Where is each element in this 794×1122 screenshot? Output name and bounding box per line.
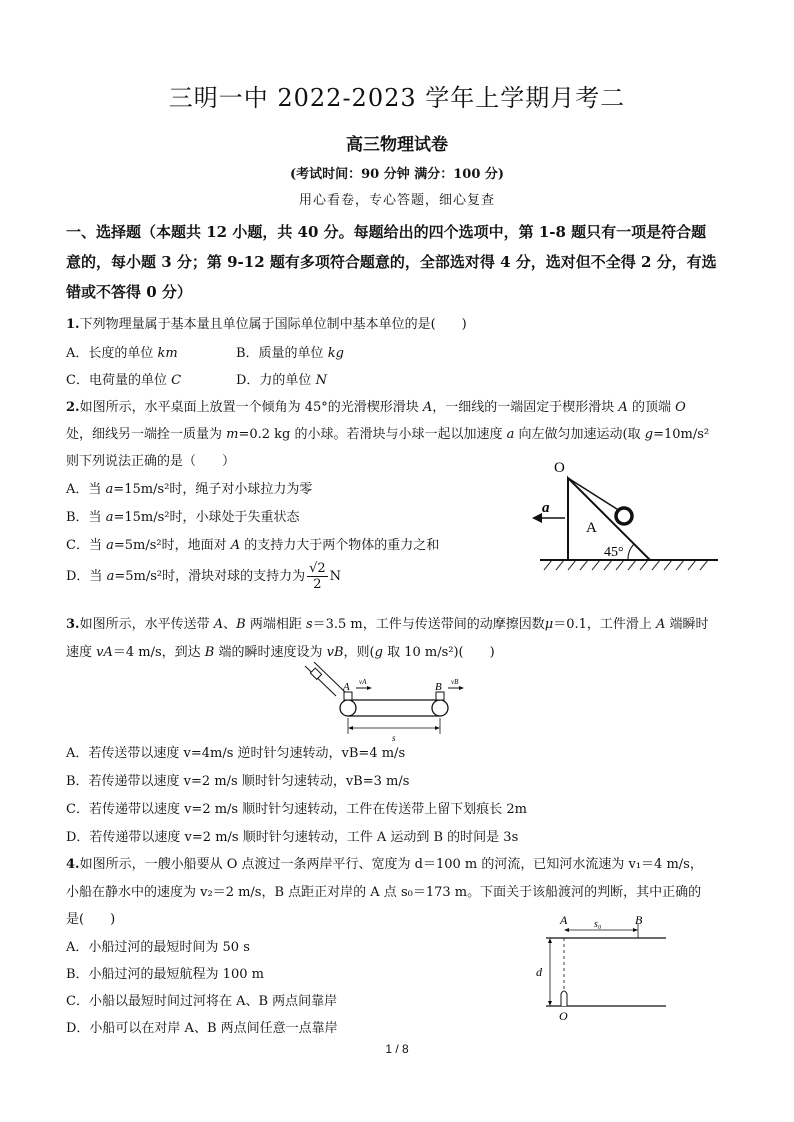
q2-var: A — [422, 400, 433, 415]
q3-option-d[interactable]: D．若传递带以速度 v=2 m/s 顺时针匀速转动，工件 A 运动到 B 的时间是 3s — [66, 830, 519, 845]
q2-stem-line2 — [66, 423, 709, 442]
q2-option-d-unit: N — [329, 569, 342, 584]
q2-var: a — [106, 569, 115, 584]
q3-text: 端瞬时 — [665, 617, 709, 632]
q1-number: 1. — [66, 317, 80, 332]
arrow-head-icon — [564, 928, 569, 932]
boat-icon — [561, 991, 567, 1006]
q3-conveyor-figure — [300, 662, 480, 742]
q2-text: =0.2 kg 的小球。若滑块与小球一起以加速度 — [238, 427, 507, 442]
label-vB: vB — [451, 678, 459, 686]
q4-river-figure — [528, 912, 673, 1024]
exam-subtitle: 高三物理试卷 — [346, 135, 448, 155]
arrow-head-icon — [532, 513, 542, 523]
section-heading-line3: 错或不答得 0 分） — [66, 283, 192, 301]
q3-text: ＝4 m/s，到达 — [112, 645, 205, 660]
q4-option-a[interactable]: A．小船过河的最短时间为 50 s — [66, 940, 250, 955]
q2-var: A — [230, 538, 241, 553]
q3-var: g — [374, 645, 383, 660]
q2-number: 2. — [66, 400, 80, 415]
arrow-head-icon — [548, 1001, 552, 1006]
arrow-head-icon — [367, 686, 372, 690]
q1-option-d[interactable] — [236, 369, 327, 388]
q3-stem-line1: 3.如图所示，水平传送带 A、B 两端相距 s＝3.5 m，工件与传送带间的动摩擦因数μ＝0.1，工件滑上 A 端瞬时 — [66, 617, 709, 632]
q3-text: 如图所示，水平传送带 — [79, 617, 214, 632]
label-A: A — [586, 520, 597, 536]
q3-option-b[interactable]: B．若传递带以速度 v=2 m/s 顺时针匀速转动，vB=3 m/s — [66, 774, 410, 789]
q4-option-c[interactable]: C．小船以最短时间过河将在 A、B 两点间靠岸 — [66, 994, 338, 1009]
pulley-right — [432, 700, 448, 716]
q2-option-text: =15m/s²时，小球处于失重状态 — [113, 510, 300, 525]
label-a: a — [542, 500, 550, 516]
q1-option-d-unit: N — [315, 373, 327, 388]
label-angle: 45° — [604, 545, 624, 560]
q3-var: vA — [96, 645, 113, 660]
q2-option-text: 的支持力大于两个物体的重力之和 — [240, 538, 440, 553]
exam-info: (考试时间：90 分钟 满分：100 分) — [289, 167, 505, 182]
q1-option-a-unit: km — [157, 346, 178, 361]
section-heading-line2: 意的，每小题 3 分；第 9-12 题有多项符合题意的，全部选对得 4 分，选对但不全得 2 分，有选 — [66, 253, 717, 271]
string-line — [568, 478, 620, 511]
q2-option-text: A．当 — [66, 482, 106, 497]
q2-option-c[interactable] — [66, 534, 439, 553]
q2-text: 如图所示，水平桌面上放置一个倾角为 45°的光滑楔形滑块 — [79, 400, 423, 415]
q3-option-c[interactable]: C．若传递带以速度 v=2 m/s 顺时针匀速转动，工件在传送带上留下划痕长 2m — [66, 802, 527, 817]
q3-text: ，则( — [343, 645, 375, 660]
exam-title: 三明一中 2022-2023 学年上学期月考二 — [168, 84, 626, 112]
label-A: A — [560, 913, 568, 927]
label-d: d — [536, 965, 542, 979]
q1-option-c-text: C．电荷量的单位 — [66, 373, 172, 388]
q2-wedge-figure — [530, 458, 730, 574]
angle-arc — [628, 544, 634, 560]
label-B: B — [435, 681, 442, 693]
q3-text: 两端相距 — [245, 617, 306, 632]
exam-motto: 用心看卷，专心答题，细心复查 — [298, 193, 495, 208]
pulley-left — [340, 700, 356, 716]
q1-option-d-text: D．力的单位 — [236, 373, 316, 388]
label-O: O — [559, 1009, 568, 1023]
q4-stem-line1 — [66, 853, 703, 872]
q1-option-c[interactable] — [66, 369, 181, 388]
q2-text: 的顶端 — [627, 400, 676, 415]
q2-var: a — [106, 538, 114, 553]
section-heading — [66, 217, 734, 307]
label-s: s — [392, 733, 396, 742]
q2-var: a — [105, 482, 114, 497]
q3-text: 、 — [223, 617, 237, 632]
q3-option-a[interactable]: A．若传送带以速度 v=4m/s 逆时针匀速转动，vB=4 m/s — [66, 746, 406, 761]
q2-text: 处，细线另一端拴一质量为 — [66, 427, 227, 442]
q3-text: 端的瞬时速度设为 — [214, 645, 327, 660]
q1-stem-text: 下列物理量属于基本量且单位属于国际单位制中基本单位的是( ) — [79, 317, 467, 332]
block-at-B — [436, 692, 444, 700]
q3-number: 3. — [66, 617, 80, 632]
q3-var: s — [305, 617, 313, 632]
q1-option-c-unit: C — [171, 373, 182, 388]
page-number: 1 / 8 — [385, 1042, 409, 1056]
q2-text: ，一细线的一端固定于楔形滑块 — [432, 400, 619, 415]
q2-option-a[interactable] — [66, 478, 312, 497]
q4-number: 4. — [66, 857, 80, 872]
q2-stem-line3: 则下列说法正确的是（ ） — [66, 454, 236, 469]
q2-option-text: C．当 — [66, 538, 107, 553]
q2-var: g — [644, 427, 654, 442]
q2-option-text: D．当 — [66, 569, 107, 584]
q2-text: 向左做匀加速运动(取 — [514, 427, 645, 442]
q2-option-text: =5m/s²时，地面对 — [113, 538, 231, 553]
section-heading-line1: 一、选择题（本题共 12 小题，共 40 分。每题给出的四个选项中，第 1-8 题只有一项是符合题 — [66, 223, 707, 241]
q3-var: μ — [544, 617, 554, 632]
q2-text: =10m/s² — [653, 427, 710, 442]
chute-block — [310, 668, 321, 679]
label-s0: s₀ — [594, 919, 602, 930]
q1-stem — [66, 313, 467, 332]
q4-text: 如图所示，一艘小船要从 O 点渡过一条两岸平行、宽度为 d＝100 m 的河流，已知河水流速为 v₁＝4 m/s， — [79, 857, 703, 872]
q2-option-text: =15m/s²时，绳子对小球拉力为零 — [113, 482, 313, 497]
ball-icon — [616, 508, 632, 524]
q3-text: 取 10 m/s²)( ) — [382, 645, 495, 660]
q2-option-b[interactable] — [66, 506, 299, 525]
arrow-head-icon — [348, 726, 353, 730]
q1-option-b[interactable] — [236, 342, 344, 361]
arrow-head-icon — [633, 928, 638, 932]
label-vA: vA — [359, 678, 367, 686]
q3-var: vB — [326, 645, 344, 660]
q2-option-d-fraction — [307, 561, 328, 592]
q2-var: a — [506, 427, 515, 442]
q2-stem-line1 — [66, 396, 686, 415]
q2-option-text: B．当 — [66, 510, 106, 525]
q1-option-a[interactable] — [66, 342, 178, 361]
q2-var: m — [226, 427, 239, 442]
arrow-head-icon — [548, 938, 552, 943]
q2-option-d[interactable] — [66, 561, 341, 592]
block-at-A — [344, 692, 352, 700]
q1-option-b-unit: kg — [327, 346, 344, 361]
q3-text: ＝3.5 m，工件与传送带间的动摩擦因数 — [312, 617, 545, 632]
arrow-head-icon — [435, 726, 440, 730]
q2-option-text: =5m/s²时，滑块对球的支持力为 — [114, 569, 306, 584]
label-O: O — [554, 460, 565, 476]
q3-text: 速度 — [66, 645, 97, 660]
arrow-head-icon — [459, 686, 464, 690]
q4-option-b[interactable]: B．小船过河的最短航程为 100 m — [66, 967, 264, 982]
q2-var: A — [618, 400, 628, 415]
ground-hatching — [544, 560, 708, 570]
fraction-denominator: 2 — [313, 577, 322, 592]
q3-text: ＝0.1，工件滑上 — [553, 617, 657, 632]
q4-stem-line3: 是( ) — [66, 912, 116, 927]
q1-option-b-text: B．质量的单位 — [236, 346, 328, 361]
q1-option-a-text: A．长度的单位 — [66, 346, 158, 361]
q4-option-d[interactable]: D．小船可以在对岸 A、B 两点间任意一点靠岸 — [66, 1021, 338, 1036]
fraction-numerator: √2 — [309, 561, 326, 576]
q2-var: O — [675, 400, 686, 415]
q4-stem-line2: 小船在静水中的速度为 v₂＝2 m/s，B 点距正对岸的 A 点 s₀＝173 m。下面关于该船渡河的判断，其中正确的 — [66, 885, 702, 900]
label-A: A — [343, 681, 350, 693]
chute-line — [305, 666, 336, 696]
q2-var: a — [105, 510, 114, 525]
label-B: B — [635, 913, 643, 927]
q3-stem-line2: 速度 vA＝4 m/s，到达 B 端的瞬时速度设为 vB，则(g 取 10 m/s²)( ) — [66, 645, 495, 660]
